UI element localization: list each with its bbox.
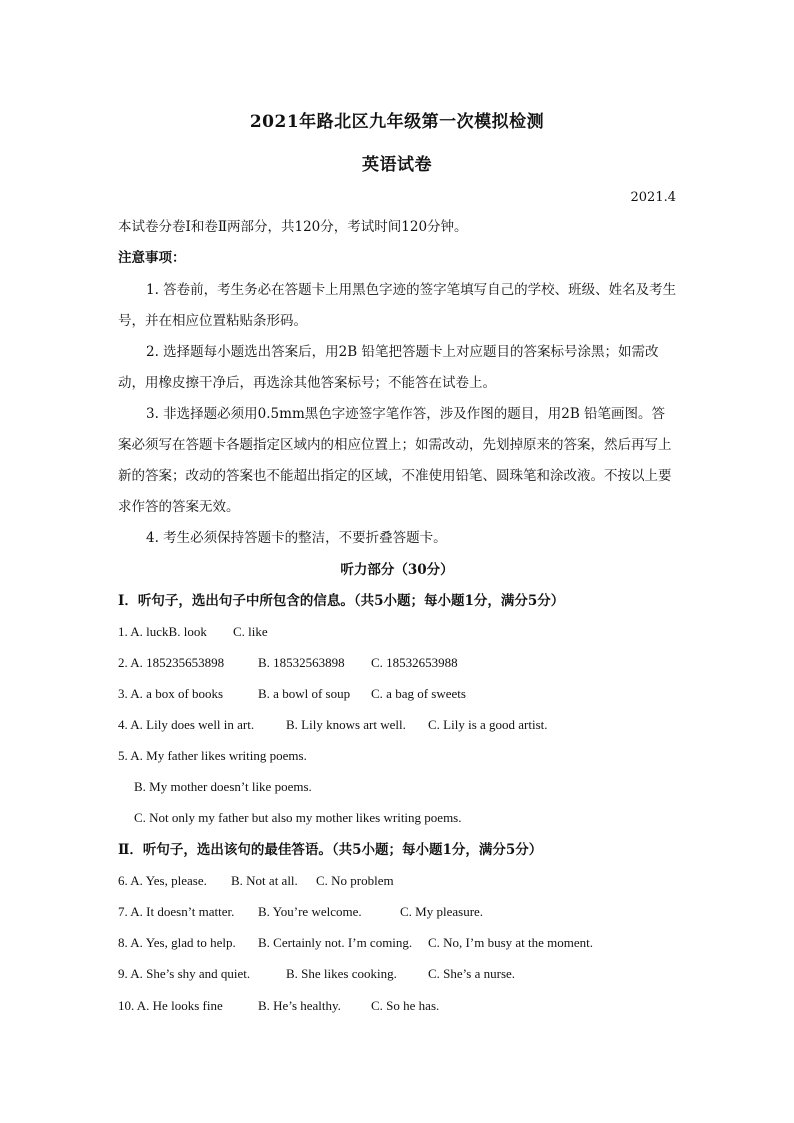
q3-a: 3. A. a box of books: [118, 686, 224, 701]
q6-b: B. Not at all.: [231, 873, 298, 888]
listening-heading: 听力部分（30分）: [340, 562, 454, 578]
q2-a: 2. A. 185235653898: [118, 655, 225, 670]
question-2: [118, 653, 458, 673]
page-title: 2021年路北区九年级第一次模拟检测: [249, 112, 545, 132]
intro-text: 本试卷分卷Ⅰ和卷Ⅱ两部分，共120分，考试时间120分钟。: [118, 219, 468, 235]
note-1: 1. 答卷前，考生务必在答题卡上用黑色字迹的签字笔填写自己的学校、班级、姓名及考生号，并在相应位置粘贴条形码。: [118, 282, 677, 329]
question-6: [118, 871, 394, 891]
exam-date: 2021.4: [630, 190, 676, 205]
q3-c: C. a bag of sweets: [371, 686, 466, 701]
question-5-a: 5. A. My father likes writing poems.: [118, 748, 307, 763]
notes-heading: 注意事项：: [118, 250, 186, 266]
page-subtitle: 英语试卷: [362, 155, 432, 175]
q9-c: C. She’s a nurse.: [428, 966, 516, 981]
q7-a: 7. A. It doesn’t matter.: [118, 904, 235, 919]
section2-heading: Ⅱ．听句子，选出该句的最佳答语。（共5小题；每小题1分，满分5分）: [118, 842, 543, 858]
q2-c: C. 18532653988: [371, 655, 458, 670]
q8-a: 8. A. Yes, glad to help.: [118, 935, 236, 950]
q4-c: C. Lily is a good artist.: [428, 717, 548, 732]
q6-c: C. No problem: [316, 873, 394, 888]
q10-a: 10. A. He looks fine: [118, 998, 223, 1013]
question-9: [118, 964, 515, 984]
q10-c: C. So he has.: [371, 998, 440, 1013]
question-3: [118, 684, 466, 704]
note-3: 3. 非选择题必须用0.5mm黑色字迹签字笔作答，涉及作图的题目，用2B 铅笔画图。答案必须写在答题卡各题指定区域内的相应位置上；如需改动，先划掉原来的答案，然后再写上新的答案；改动的答案也不能超出指定的区域，不准使用铅笔、圆珠笔和涂改液。不按以上要求作答的答案无效。: [118, 406, 672, 515]
q7-b: B. You’re welcome.: [258, 904, 362, 919]
q8-c: C. No, I’m busy at the moment.: [428, 935, 594, 950]
q7-c: C. My pleasure.: [400, 904, 484, 919]
q6-a: 6. A. Yes, please.: [118, 873, 207, 888]
question-7: [118, 902, 483, 922]
q8-b: B. Certainly not. I’m coming.: [258, 935, 413, 950]
question-5-b: B. My mother doesn’t like poems.: [134, 779, 312, 794]
section1-heading: Ⅰ．听句子，选出句子中所包含的信息。（共5小题；每小题1分，满分5分）: [118, 593, 565, 609]
question-10: [118, 996, 439, 1016]
q10-b: B. He’s healthy.: [258, 998, 341, 1013]
q9-b: B. She likes cooking.: [286, 966, 397, 981]
q9-a: 9. A. She’s shy and quiet.: [118, 966, 251, 981]
q1-ab: 1. A. luckB. look: [118, 624, 207, 639]
q4-a: 4. A. Lily does well in art.: [118, 717, 255, 732]
question-4: [118, 715, 548, 735]
note-4: 4. 考生必须保持答题卡的整洁，不要折叠答题卡。: [146, 530, 447, 546]
question-1: [118, 622, 268, 642]
question-5-c: C. Not only my father but also my mother likes writing poems.: [134, 810, 462, 825]
q1-c: C. like: [233, 624, 268, 639]
note-2: 2. 选择题每小题选出答案后，用2B 铅笔把答题卡上对应题目的答案标号涂黑；如需改动，用橡皮擦干净后，再选涂其他答案标号；不能答在试卷上。: [118, 344, 659, 391]
question-8: [118, 933, 593, 953]
q3-b: B. a bowl of soup: [258, 686, 351, 701]
q4-b: B. Lily knows art well.: [286, 717, 406, 732]
q2-b: B. 18532563898: [258, 655, 345, 670]
